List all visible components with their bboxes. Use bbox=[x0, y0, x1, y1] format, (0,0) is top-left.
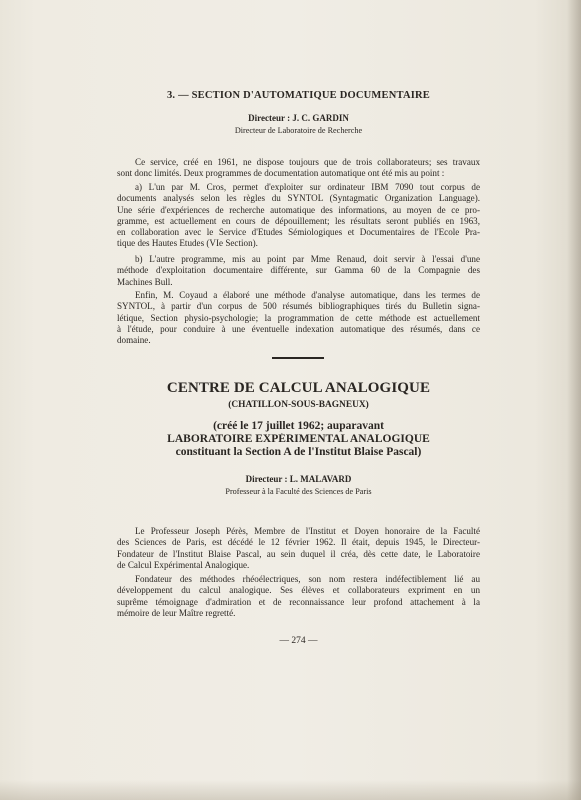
paragraph bbox=[117, 182, 480, 250]
text-line: b) L'autre programme, mis au point par Mme Renaud, doit servir à l'essai d'une bbox=[135, 254, 480, 264]
text-line: suprême témoignage d'admiration et de reconnaissance leur profond attachement à la bbox=[117, 596, 480, 607]
text-line: SYNTOL, à partir d'un corpus de 500 résumés bibliographiques tirés du Bulletin signa- bbox=[117, 301, 480, 312]
section-director: Directeur : L. MALAVARD bbox=[245, 474, 352, 484]
text-line: Le Professeur Joseph Pérès, Membre de l'Institut et Doyen honoraire de la Faculté bbox=[135, 526, 480, 536]
section-note: (créé le 17 juillet 1962; auparavant bbox=[213, 420, 384, 432]
text-line: létique, Section physio-psychologie; la programmation de cette méthode est actuellement bbox=[117, 312, 480, 323]
text-line: tique des Hautes Etudes (VIe Section). bbox=[117, 238, 258, 249]
page-number: — 274 — bbox=[279, 636, 318, 646]
text-line: Fondateur de l'Institut Blaise Pascal, au sein duquel il créa, dès cette date, le Laboratoire bbox=[117, 548, 480, 559]
text-line: sont donc limités. Deux programmes de documentation automatique ont été mis au point : bbox=[117, 168, 445, 179]
text-line: Fondateur des méthodes rhéoélectriques, son nom restera indéfectiblement lié au bbox=[135, 574, 480, 584]
text-line: en collaboration avec le Service d'Etudes Sémiologiques et Documentaires de l'Ecole Pra- bbox=[117, 227, 480, 238]
section-heading: 3. — SECTION D'AUTOMATIQUE DOCUMENTAIRE bbox=[166, 90, 431, 101]
text-line: méthode d'exploitation documentaire différente, sur Gamma 60 de la Compagnie des bbox=[117, 265, 480, 276]
paragraph bbox=[117, 290, 480, 346]
paragraph bbox=[117, 574, 480, 619]
section-director-title: Directeur de Laboratoire de Recherche bbox=[234, 126, 363, 135]
section-divider bbox=[272, 357, 324, 359]
text-line: à l'étude, pour conduire à une éventuelle indexation automatique des résumés, dans ce bbox=[117, 323, 480, 334]
paragraph bbox=[117, 526, 480, 571]
text-line: gramme, est actuellement en cours de dépouillement; les résultats seront publiés en 1963, bbox=[117, 215, 480, 226]
page-bottom-shadow bbox=[0, 780, 581, 800]
paragraph bbox=[117, 254, 480, 288]
text-line: des Sciences de Paris, est décédé le 12 février 1962. Il était, depuis 1945, le Directeur- bbox=[117, 537, 480, 548]
section-subheading: (CHATILLON-SOUS-BAGNEUX) bbox=[228, 400, 369, 410]
text-line: Ce service, créé en 1961, ne dispose toujours que de trois collaborateurs; ses travaux bbox=[135, 157, 480, 167]
text-line: a) L'un par M. Cros, permet d'exploiter sur ordinateur IBM 7090 tout corpus de bbox=[135, 182, 480, 192]
text-line: domaine. bbox=[117, 335, 151, 346]
text-line: développement du calcul analogique. Ses élèves et collaborateurs expriment en un bbox=[117, 585, 480, 596]
section-director-title: Professeur à la Faculté des Sciences de Paris bbox=[225, 487, 372, 496]
text-line: mémoire de leur Maître regretté. bbox=[117, 607, 236, 618]
section-note: constituant la Section A de l'Institut Blaise Pascal) bbox=[175, 446, 422, 458]
text-line: Machines Bull. bbox=[117, 276, 173, 287]
section-director: Directeur : J. C. GARDIN bbox=[248, 113, 349, 123]
section-note: LABORATOIRE EXPÉRIMENTAL ANALOGIQUE bbox=[167, 433, 430, 445]
page-edge-shadow bbox=[567, 0, 581, 800]
text-line: documents analysés selon les règles du SYNTOL (Syntagmatic Organization Language). bbox=[117, 193, 480, 204]
text-line: de Calcul Expérimental Analogique. bbox=[117, 559, 250, 570]
text-line: Enfin, M. Coyaud a élaboré une méthode d'analyse automatique, dans les termes de bbox=[135, 290, 480, 300]
paragraph bbox=[117, 157, 480, 180]
text-line: Une série d'expériences de recherche automatique des informations, au moyen de ce pro- bbox=[117, 204, 480, 215]
section-heading: CENTRE DE CALCUL ANALOGIQUE bbox=[166, 380, 431, 396]
